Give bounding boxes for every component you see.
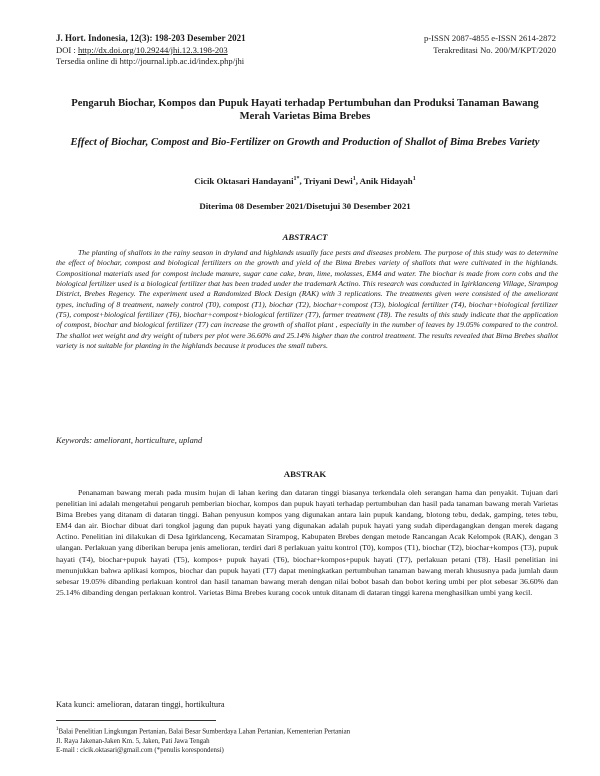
author-2: Triyani Dewi bbox=[303, 176, 353, 186]
title-indonesian: Pengaruh Biochar, Kompos dan Pupuk Hayati terhadap Pertumbuhan dan Produksi Tanaman Bawang Merah Varietas Bima Brebes bbox=[71, 98, 539, 122]
abstract-heading: ABSTRACT bbox=[282, 232, 328, 242]
author-1: Cicik Oktasari Handayani bbox=[194, 176, 294, 186]
footnote-email: E-mail : cicik.oktasari@gmail.com (*penulis korespondensi) bbox=[56, 746, 224, 754]
abstract-english: The planting of shallots in the rainy season in dryland and highlands usually face pests and diseases problem. The purpose of this study was to determine the effect of biochar, compost and biological fertilizers on the growth and yield of the Bima Brebes variety of shallots that were cultivated in the highlands. Compositional materials used for compost include manure, sugar cane cake, bran, lime, molasses, EM4 and water. The biochar is made from corn cobs and the biological fertilizer used is a biological fertilizer that has been traded under the trademark Actino. This research was conducted in Igirklanceng Village, Sirampog District, Brebes Regency. The experiment used a Randomized Block Design (RAK) with 3 replications. The treatments given were consisted of the ameliorant types, including of 8 treatment, namely control (T0), compost (T1), biochar (T2), biochar+compost (T3), biological fertilizer (T4), biochar+biological fertilizer (T5), compost+biological fertilizer (T6), biochar+compost+biological fertilizer (T7), farmer treatment (T8). The results of this study indicate that the application of compost, biochar and biological fertilizer (T7) can increase the growth of shallot plant , especially in the number of leaves by 19.05% compared to the control. The shallot wet weight and dry weight of tubers per plot were 36.60% and 25.14% higher than the control treatment. The results revealed that Bima Brebes shallot variety is not suitable for planting in the highlands because it produces the small tubers. bbox=[56, 248, 558, 351]
author-3-affiliation: 1 bbox=[412, 176, 416, 183]
issn: p-ISSN 2087-4855 e-ISSN 2614-2872 bbox=[423, 33, 556, 43]
journal-citation: J. Hort. Indonesia, 12(3): 198-203 Desember 2021 bbox=[56, 33, 246, 43]
footnote-marker: 1 bbox=[56, 727, 59, 732]
doi-link[interactable]: http://dx.doi.org/10.29244/jhi.12.3.198-203 bbox=[77, 44, 228, 55]
keywords-english: Keywords: ameliorant, horticulture, upland bbox=[56, 436, 203, 445]
footnote bbox=[56, 725, 558, 755]
abstrak-heading: ABSTRAK bbox=[283, 469, 327, 479]
footnote-affiliation bbox=[56, 725, 558, 737]
online-availability: Tersedia online di http://journal.ipb.ac.id/index.php/jhi bbox=[56, 56, 245, 67]
author-list bbox=[60, 176, 550, 186]
footnote-institution: Balai Penelitian Lingkungan Pertanian, Balai Besar Sumberdaya Lahan Pertanian, Kementerian Pertanian bbox=[58, 728, 351, 736]
author-1-affiliation: 1* bbox=[293, 176, 300, 183]
header-left bbox=[56, 33, 356, 68]
footnote-divider bbox=[56, 720, 216, 721]
author-separator: , bbox=[299, 176, 304, 186]
author-3: Anik Hidayah bbox=[359, 176, 413, 186]
doi-line bbox=[56, 45, 356, 57]
header-right bbox=[316, 33, 556, 56]
title-english: Effect of Biochar, Compost and Bio-Fertilizer on Growth and Production of Shallot of Bima Brebes Variety bbox=[70, 137, 540, 148]
footnote-address: Jl. Raya Jakenan-Jaken Km. 5, Jaken, Pati Jawa Tengah bbox=[56, 737, 210, 745]
abstract-indonesian: Penanaman bawang merah pada musim hujan di lahan kering dan dataran tinggi biasanya terkendala oleh serangan hama dan penyakit. Tujuan dari penelitian ini adalah mengetahui pengaruh pemberian biochar, kompos dan pupuk hayati terhadap pertumbuhan dan hasil pada tanaman bawang merah Varietas Bima Brebes yang ditanam di dataran tinggi. Bahan penyusun kompos yang digunakan antara lain pupuk kandang, blotong tebu, dedak, gamping, tetes tebu, EM4 dan air. Biochar dibuat dari tongkol jagung dan pupuk hayati yang digunakan adalah pupuk hayati yang sudah diperdagangkan dengan merek dagang Actino. Penelitian ini dilakukan di Desa Igirklanceng, Kecamatan Sirampog, Kabupaten Brebes dengan metode Rancangan Acak Kelompok (RAK), dengan 3 ulangan. Perlakuan yang diberikan berupa jenis amelioran, terdiri dari 8 perlakuan yaitu kontrol (T0), kompos (T1), biochar (T2), biochar+kompos (T3), pupuk hayati (T4), biochar+pupuk hayati (T5), kompos+ pupuk hayati (T6), biochar+kompos+pupuk hayati (T7), perlakuan petani (T8). Hasil penelitian ini menunjukkan bahwa aplikasi kompos, biochar dan pupuk hayati (T7) dapat meningkatkan pertumbuhan tanaman bawang merah khususnya pada jumlah daun sebesar 19.05% dibanding perlakuan kontrol dan hasil tanaman bawang merah dengan nilai bobot basah dan bobot kering umbi per plot sebesar 36.60% dan 25.14% dibanding dengan perlakuan kontrol. Varietas Bima Brebes kurang cocok untuk ditanam di dataran tinggi karena menghasilkan umbi yang kecil. bbox=[56, 488, 558, 597]
accreditation: Terakreditasi No. 200/M/KPT/2020 bbox=[433, 44, 556, 55]
author-separator: , bbox=[355, 176, 360, 186]
doi-label: DOI : bbox=[56, 44, 78, 55]
submission-dates: Diterima 08 Desember 2021/Disetujui 30 Desember 2021 bbox=[199, 201, 411, 211]
author-2-affiliation: 1 bbox=[352, 176, 356, 183]
keywords-indonesian: Kata kunci: amelioran, dataran tinggi, hortikultura bbox=[56, 700, 225, 709]
